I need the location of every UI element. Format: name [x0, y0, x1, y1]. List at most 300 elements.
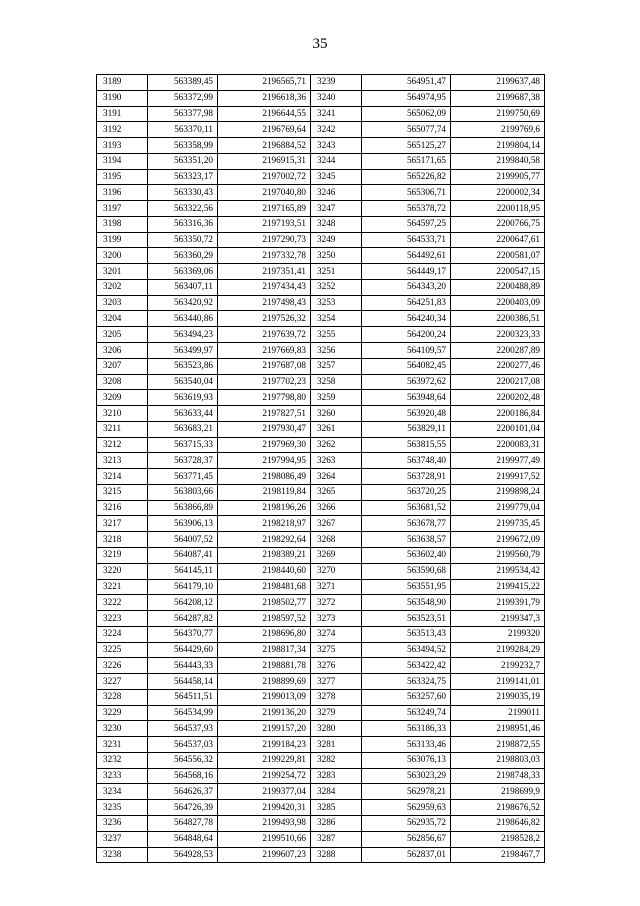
y-coordinate-left: 2196565,71 — [218, 75, 311, 91]
y-coordinate-right: 2199141,01 — [451, 674, 545, 690]
table-row — [97, 484, 545, 500]
y-coordinate-right: 2200202,48 — [451, 390, 545, 406]
table-row — [97, 279, 545, 295]
table-row — [97, 721, 545, 737]
x-coordinate-right: 563602,40 — [362, 547, 451, 563]
y-coordinate-right: 2199905,77 — [451, 169, 545, 185]
x-coordinate-left: 563523,86 — [148, 358, 218, 374]
x-coordinate-left: 564556,32 — [148, 752, 218, 768]
y-coordinate-right: 2200581,07 — [451, 248, 545, 264]
x-coordinate-right: 563023,29 — [362, 768, 451, 784]
point-id-left: 3192 — [97, 122, 148, 138]
table-row — [97, 626, 545, 642]
x-coordinate-left: 563369,06 — [148, 264, 218, 280]
y-coordinate-left: 2197351,41 — [218, 264, 311, 280]
point-id-right: 3267 — [311, 516, 362, 532]
y-coordinate-left: 2196644,55 — [218, 106, 311, 122]
point-id-right: 3248 — [311, 216, 362, 232]
point-id-left: 3191 — [97, 106, 148, 122]
y-coordinate-left: 2199420,31 — [218, 800, 311, 816]
x-coordinate-left: 563540,04 — [148, 374, 218, 390]
y-coordinate-left: 2197930,47 — [218, 421, 311, 437]
y-coordinate-right: 2199232,7 — [451, 658, 545, 674]
y-coordinate-left: 2197639,72 — [218, 327, 311, 343]
table-row — [97, 847, 545, 863]
y-coordinate-left: 2198086,49 — [218, 469, 311, 485]
point-id-left: 3220 — [97, 563, 148, 579]
point-id-left: 3196 — [97, 185, 148, 201]
y-coordinate-left: 2199013,09 — [218, 689, 311, 705]
point-id-right: 3277 — [311, 674, 362, 690]
x-coordinate-right: 565062,09 — [362, 106, 451, 122]
y-coordinate-left: 2199229,81 — [218, 752, 311, 768]
x-coordinate-right: 563815,55 — [362, 437, 451, 453]
point-id-left: 3221 — [97, 579, 148, 595]
x-coordinate-right: 565171,65 — [362, 153, 451, 169]
table-row — [97, 658, 545, 674]
point-id-right: 3239 — [311, 75, 362, 91]
x-coordinate-left: 564537,03 — [148, 737, 218, 753]
point-id-right: 3263 — [311, 453, 362, 469]
point-id-left: 3203 — [97, 295, 148, 311]
y-coordinate-left: 2198292,64 — [218, 532, 311, 548]
table-row — [97, 579, 545, 595]
x-coordinate-left: 564370,77 — [148, 626, 218, 642]
x-coordinate-left: 563372,99 — [148, 90, 218, 106]
point-id-right: 3278 — [311, 689, 362, 705]
x-coordinate-right: 563972,62 — [362, 374, 451, 390]
x-coordinate-left: 564827,78 — [148, 815, 218, 831]
y-coordinate-left: 2197669,83 — [218, 343, 311, 359]
table-row — [97, 800, 545, 816]
table-row — [97, 532, 545, 548]
x-coordinate-right: 565077,74 — [362, 122, 451, 138]
x-coordinate-left: 564537,93 — [148, 721, 218, 737]
table-row — [97, 153, 545, 169]
point-id-left: 3230 — [97, 721, 148, 737]
x-coordinate-left: 563389,45 — [148, 75, 218, 91]
y-coordinate-left: 2196618,36 — [218, 90, 311, 106]
y-coordinate-left: 2197687,08 — [218, 358, 311, 374]
point-id-left: 3207 — [97, 358, 148, 374]
point-id-left: 3232 — [97, 752, 148, 768]
y-coordinate-right: 2199011 — [451, 705, 545, 721]
table-row — [97, 547, 545, 563]
table-row — [97, 469, 545, 485]
point-id-left: 3222 — [97, 595, 148, 611]
x-coordinate-left: 563499,97 — [148, 343, 218, 359]
point-id-right: 3268 — [311, 532, 362, 548]
y-coordinate-left: 2197702,23 — [218, 374, 311, 390]
point-id-left: 3229 — [97, 705, 148, 721]
table-row — [97, 563, 545, 579]
y-coordinate-right: 2199769,6 — [451, 122, 545, 138]
x-coordinate-left: 563350,72 — [148, 232, 218, 248]
x-coordinate-left: 564287,82 — [148, 611, 218, 627]
y-coordinate-left: 2199254,72 — [218, 768, 311, 784]
x-coordinate-right: 563076,13 — [362, 752, 451, 768]
point-id-left: 3201 — [97, 264, 148, 280]
point-id-right: 3261 — [311, 421, 362, 437]
point-id-left: 3214 — [97, 469, 148, 485]
y-coordinate-left: 2198218,97 — [218, 516, 311, 532]
x-coordinate-right: 564449,17 — [362, 264, 451, 280]
point-id-right: 3270 — [311, 563, 362, 579]
y-coordinate-left: 2198817,34 — [218, 642, 311, 658]
point-id-right: 3240 — [311, 90, 362, 106]
x-coordinate-right: 563590,68 — [362, 563, 451, 579]
x-coordinate-right: 563681,52 — [362, 500, 451, 516]
x-coordinate-right: 565378,72 — [362, 201, 451, 217]
point-id-right: 3279 — [311, 705, 362, 721]
y-coordinate-right: 2198951,46 — [451, 721, 545, 737]
point-id-left: 3237 — [97, 831, 148, 847]
point-id-right: 3249 — [311, 232, 362, 248]
x-coordinate-left: 564145,11 — [148, 563, 218, 579]
x-coordinate-right: 564082,45 — [362, 358, 451, 374]
x-coordinate-right: 564109,57 — [362, 343, 451, 359]
table-row — [97, 674, 545, 690]
point-id-right: 3247 — [311, 201, 362, 217]
x-coordinate-right: 564597,25 — [362, 216, 451, 232]
table-row — [97, 374, 545, 390]
x-coordinate-left: 564928,53 — [148, 847, 218, 863]
x-coordinate-right: 564240,34 — [362, 311, 451, 327]
x-coordinate-right: 562978,21 — [362, 784, 451, 800]
x-coordinate-right: 564951,47 — [362, 75, 451, 91]
point-id-left: 3234 — [97, 784, 148, 800]
y-coordinate-right: 2199560,79 — [451, 547, 545, 563]
x-coordinate-left: 563633,44 — [148, 406, 218, 422]
x-coordinate-right: 563829,11 — [362, 421, 451, 437]
table-row — [97, 185, 545, 201]
table-row — [97, 343, 545, 359]
y-coordinate-left: 2197994,95 — [218, 453, 311, 469]
y-coordinate-left: 2199607,23 — [218, 847, 311, 863]
point-id-right: 3245 — [311, 169, 362, 185]
y-coordinate-right: 2200083,31 — [451, 437, 545, 453]
point-id-left: 3205 — [97, 327, 148, 343]
x-coordinate-right: 563920,48 — [362, 406, 451, 422]
table-row — [97, 311, 545, 327]
point-id-right: 3266 — [311, 500, 362, 516]
y-coordinate-left: 2198440,60 — [218, 563, 311, 579]
point-id-left: 3212 — [97, 437, 148, 453]
x-coordinate-left: 564458,14 — [148, 674, 218, 690]
table-row — [97, 815, 545, 831]
x-coordinate-right: 563748,40 — [362, 453, 451, 469]
y-coordinate-right: 2198872,55 — [451, 737, 545, 753]
x-coordinate-left: 563440,86 — [148, 311, 218, 327]
x-coordinate-left: 563715,33 — [148, 437, 218, 453]
table-row — [97, 138, 545, 154]
x-coordinate-right: 562935,72 — [362, 815, 451, 831]
point-id-right: 3287 — [311, 831, 362, 847]
x-coordinate-right: 563494,52 — [362, 642, 451, 658]
x-coordinate-right: 563551,95 — [362, 579, 451, 595]
point-id-left: 3197 — [97, 201, 148, 217]
point-id-right: 3258 — [311, 374, 362, 390]
y-coordinate-right: 2198646,82 — [451, 815, 545, 831]
y-coordinate-right: 2200287,89 — [451, 343, 545, 359]
y-coordinate-left: 2198696,80 — [218, 626, 311, 642]
point-id-right: 3262 — [311, 437, 362, 453]
point-id-right: 3242 — [311, 122, 362, 138]
point-id-right: 3264 — [311, 469, 362, 485]
point-id-right: 3246 — [311, 185, 362, 201]
table-row — [97, 390, 545, 406]
x-coordinate-right: 565125,27 — [362, 138, 451, 154]
y-coordinate-left: 2196769,64 — [218, 122, 311, 138]
point-id-right: 3285 — [311, 800, 362, 816]
y-coordinate-left: 2197827,51 — [218, 406, 311, 422]
point-id-right: 3282 — [311, 752, 362, 768]
x-coordinate-left: 563771,45 — [148, 469, 218, 485]
table-row — [97, 327, 545, 343]
x-coordinate-right: 562959,63 — [362, 800, 451, 816]
y-coordinate-right: 2198467,7 — [451, 847, 545, 863]
y-coordinate-right: 2199347,3 — [451, 611, 545, 627]
y-coordinate-left: 2197434,43 — [218, 279, 311, 295]
point-id-left: 3194 — [97, 153, 148, 169]
y-coordinate-right: 2200101,04 — [451, 421, 545, 437]
x-coordinate-left: 563322,56 — [148, 201, 218, 217]
x-coordinate-right: 563422,42 — [362, 658, 451, 674]
point-id-right: 3259 — [311, 390, 362, 406]
y-coordinate-left: 2198481,68 — [218, 579, 311, 595]
x-coordinate-right: 563324,75 — [362, 674, 451, 690]
point-id-left: 3206 — [97, 343, 148, 359]
x-coordinate-right: 562856,67 — [362, 831, 451, 847]
point-id-left: 3198 — [97, 216, 148, 232]
y-coordinate-left: 2196884,52 — [218, 138, 311, 154]
y-coordinate-right: 2200647,61 — [451, 232, 545, 248]
x-coordinate-left: 563420,92 — [148, 295, 218, 311]
y-coordinate-left: 2197165,89 — [218, 201, 311, 217]
y-coordinate-left: 2197969,30 — [218, 437, 311, 453]
x-coordinate-left: 563906,13 — [148, 516, 218, 532]
table-row — [97, 831, 545, 847]
table-row — [97, 232, 545, 248]
x-coordinate-left: 563351,20 — [148, 153, 218, 169]
point-id-left: 3200 — [97, 248, 148, 264]
x-coordinate-right: 563728,91 — [362, 469, 451, 485]
y-coordinate-right: 2200403,09 — [451, 295, 545, 311]
y-coordinate-left: 2198196,26 — [218, 500, 311, 516]
point-id-left: 3226 — [97, 658, 148, 674]
table-row — [97, 595, 545, 611]
y-coordinate-left: 2198899,69 — [218, 674, 311, 690]
y-coordinate-right: 2199035,19 — [451, 689, 545, 705]
point-id-left: 3193 — [97, 138, 148, 154]
table-row — [97, 642, 545, 658]
x-coordinate-right: 563678,77 — [362, 516, 451, 532]
x-coordinate-left: 563728,37 — [148, 453, 218, 469]
x-coordinate-left: 564179,10 — [148, 579, 218, 595]
x-coordinate-right: 563249,74 — [362, 705, 451, 721]
point-id-left: 3216 — [97, 500, 148, 516]
y-coordinate-left: 2199377,04 — [218, 784, 311, 800]
point-id-left: 3189 — [97, 75, 148, 91]
point-id-right: 3272 — [311, 595, 362, 611]
y-coordinate-right: 2198699,9 — [451, 784, 545, 800]
point-id-right: 3250 — [311, 248, 362, 264]
table-row — [97, 784, 545, 800]
x-coordinate-right: 563257,60 — [362, 689, 451, 705]
y-coordinate-right: 2199391,79 — [451, 595, 545, 611]
y-coordinate-right: 2200386,51 — [451, 311, 545, 327]
table-row — [97, 421, 545, 437]
x-coordinate-right: 563186,33 — [362, 721, 451, 737]
x-coordinate-left: 564726,39 — [148, 800, 218, 816]
point-id-left: 3210 — [97, 406, 148, 422]
point-id-right: 3254 — [311, 311, 362, 327]
y-coordinate-left: 2197290,73 — [218, 232, 311, 248]
y-coordinate-right: 2199687,38 — [451, 90, 545, 106]
y-coordinate-left: 2197002,72 — [218, 169, 311, 185]
point-id-right: 3256 — [311, 343, 362, 359]
point-id-left: 3195 — [97, 169, 148, 185]
table-row — [97, 295, 545, 311]
x-coordinate-right: 564974,95 — [362, 90, 451, 106]
y-coordinate-left: 2198502,77 — [218, 595, 311, 611]
point-id-left: 3236 — [97, 815, 148, 831]
page-number: 35 — [312, 36, 328, 52]
point-id-right: 3253 — [311, 295, 362, 311]
point-id-left: 3190 — [97, 90, 148, 106]
table-row — [97, 752, 545, 768]
table-row — [97, 406, 545, 422]
y-coordinate-right: 2199415,22 — [451, 579, 545, 595]
y-coordinate-right: 2198528,2 — [451, 831, 545, 847]
point-id-right: 3269 — [311, 547, 362, 563]
point-id-left: 3208 — [97, 374, 148, 390]
x-coordinate-right: 563133,46 — [362, 737, 451, 753]
x-coordinate-left: 563803,66 — [148, 484, 218, 500]
y-coordinate-right: 2200002,34 — [451, 185, 545, 201]
x-coordinate-left: 564848,64 — [148, 831, 218, 847]
y-coordinate-left: 2197798,80 — [218, 390, 311, 406]
point-id-left: 3199 — [97, 232, 148, 248]
point-id-right: 3257 — [311, 358, 362, 374]
point-id-left: 3235 — [97, 800, 148, 816]
point-id-right: 3286 — [311, 815, 362, 831]
point-id-right: 3243 — [311, 138, 362, 154]
y-coordinate-right: 2199320 — [451, 626, 545, 642]
y-coordinate-right: 2200277,46 — [451, 358, 545, 374]
point-id-right: 3284 — [311, 784, 362, 800]
x-coordinate-left: 563377,98 — [148, 106, 218, 122]
x-coordinate-right: 563513,43 — [362, 626, 451, 642]
point-id-right: 3244 — [311, 153, 362, 169]
y-coordinate-right: 2200118,95 — [451, 201, 545, 217]
x-coordinate-right: 563638,57 — [362, 532, 451, 548]
x-coordinate-left: 564208,12 — [148, 595, 218, 611]
point-id-right: 3275 — [311, 642, 362, 658]
table-row — [97, 611, 545, 627]
x-coordinate-right: 564200,24 — [362, 327, 451, 343]
point-id-left: 3209 — [97, 390, 148, 406]
y-coordinate-left: 2199493,98 — [218, 815, 311, 831]
y-coordinate-left: 2197332,78 — [218, 248, 311, 264]
x-coordinate-left: 564443,33 — [148, 658, 218, 674]
x-coordinate-right: 563548,90 — [362, 595, 451, 611]
x-coordinate-left: 563683,21 — [148, 421, 218, 437]
coordinates-table — [96, 74, 545, 863]
point-id-right: 3280 — [311, 721, 362, 737]
x-coordinate-left: 563316,36 — [148, 216, 218, 232]
y-coordinate-left: 2198119,84 — [218, 484, 311, 500]
table-row — [97, 453, 545, 469]
point-id-left: 3238 — [97, 847, 148, 863]
y-coordinate-right: 2200488,89 — [451, 279, 545, 295]
table-row — [97, 122, 545, 138]
y-coordinate-right: 2200186,84 — [451, 406, 545, 422]
y-coordinate-right: 2198748,33 — [451, 768, 545, 784]
x-coordinate-left: 563619,93 — [148, 390, 218, 406]
y-coordinate-left: 2197498,43 — [218, 295, 311, 311]
x-coordinate-left: 564087,41 — [148, 547, 218, 563]
point-id-right: 3265 — [311, 484, 362, 500]
table-row — [97, 248, 545, 264]
table-row — [97, 169, 545, 185]
point-id-right: 3276 — [311, 658, 362, 674]
y-coordinate-right: 2199284,29 — [451, 642, 545, 658]
y-coordinate-right: 2200217,08 — [451, 374, 545, 390]
y-coordinate-right: 2198803,03 — [451, 752, 545, 768]
x-coordinate-right: 563523,51 — [362, 611, 451, 627]
x-coordinate-left: 563407,11 — [148, 279, 218, 295]
point-id-right: 3252 — [311, 279, 362, 295]
y-coordinate-right: 2199735,45 — [451, 516, 545, 532]
table-row — [97, 737, 545, 753]
x-coordinate-left: 564007,52 — [148, 532, 218, 548]
point-id-right: 3241 — [311, 106, 362, 122]
point-id-right: 3271 — [311, 579, 362, 595]
point-id-left: 3233 — [97, 768, 148, 784]
x-coordinate-left: 564511,51 — [148, 689, 218, 705]
x-coordinate-left: 564568,16 — [148, 768, 218, 784]
x-coordinate-right: 564533,71 — [362, 232, 451, 248]
point-id-left: 3215 — [97, 484, 148, 500]
point-id-right: 3288 — [311, 847, 362, 863]
point-id-right: 3283 — [311, 768, 362, 784]
point-id-right: 3281 — [311, 737, 362, 753]
point-id-left: 3225 — [97, 642, 148, 658]
table-row — [97, 516, 545, 532]
x-coordinate-left: 563370,11 — [148, 122, 218, 138]
y-coordinate-right: 2200323,33 — [451, 327, 545, 343]
x-coordinate-left: 563330,43 — [148, 185, 218, 201]
x-coordinate-right: 564492,61 — [362, 248, 451, 264]
table-row — [97, 437, 545, 453]
y-coordinate-left: 2199157,20 — [218, 721, 311, 737]
point-id-left: 3228 — [97, 689, 148, 705]
x-coordinate-right: 564251,83 — [362, 295, 451, 311]
table-row — [97, 705, 545, 721]
y-coordinate-left: 2197040,80 — [218, 185, 311, 201]
point-id-left: 3227 — [97, 674, 148, 690]
y-coordinate-left: 2197193,51 — [218, 216, 311, 232]
point-id-left: 3218 — [97, 532, 148, 548]
table-row — [97, 90, 545, 106]
y-coordinate-left: 2198597,52 — [218, 611, 311, 627]
point-id-right: 3274 — [311, 626, 362, 642]
x-coordinate-left: 563360,29 — [148, 248, 218, 264]
y-coordinate-right: 2199750,69 — [451, 106, 545, 122]
y-coordinate-right: 2200547,15 — [451, 264, 545, 280]
table-row — [97, 689, 545, 705]
